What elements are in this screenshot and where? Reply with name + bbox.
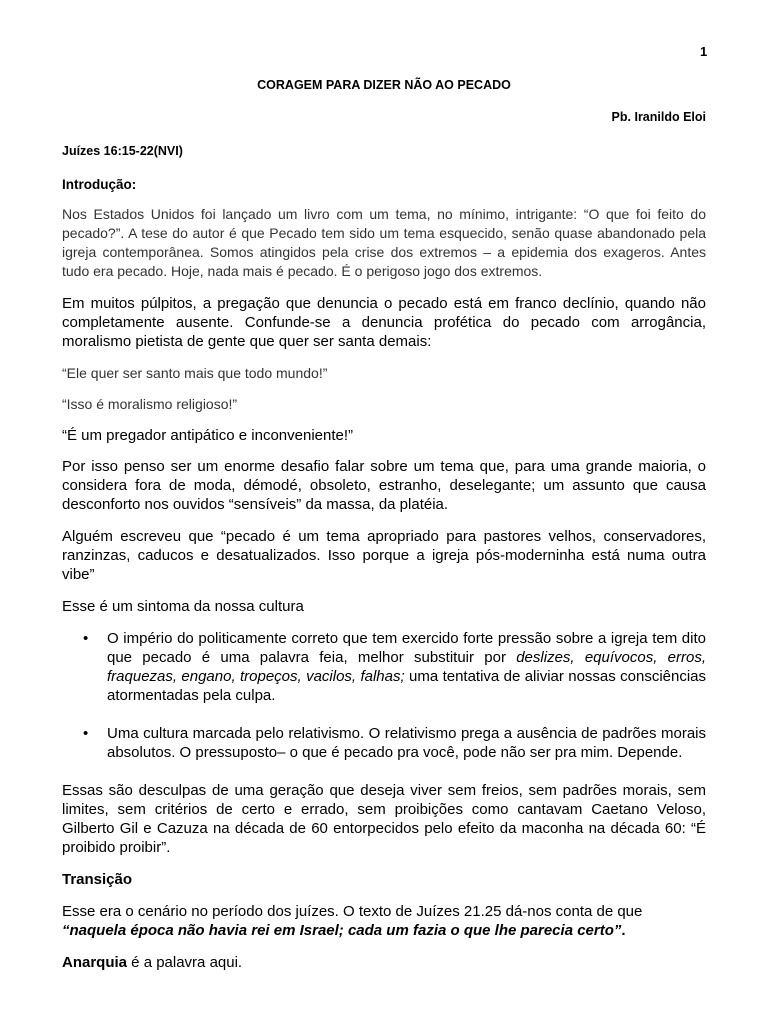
paragraph-1: Nos Estados Unidos foi lançado um livro com um tema, no mínimo, intrigante: “O que foi feito do pecado?”. A tese do autor é que Pecado tem sido um tema esquecido, senão quase abandonado pela igreja contemporânea. Somos atingidos pela crise dos extremos – a epidemia dos exageros. Antes tudo era pecado. Hoje, nada mais é pecado. É o perigoso jogo dos extremos. [62,206,706,279]
judges-quote: “naquela época não havia rei em Israel; cada um fazia o que lhe parecia certo” [62,922,622,939]
paragraph-7-text: Esse era o cenário no período dos juízes. O texto de Juízes 21.25 dá-nos conta de que [62,903,643,920]
list-item [107,629,706,705]
paragraph-8 [62,953,706,972]
bullet-1-text-a: O império do politicamente correto que tem exercido forte pressão sobre a igreja tem dito que pecado é uma palavra feia, melhor substituir por [107,630,706,666]
quote-1: “Ele quer ser santo mais que todo mundo!” [62,365,328,381]
paragraph-2: Em muitos púlpitos, a pregação que denuncia o pecado está em franco declínio, quando não completamente ausente. Confunde-se a denuncia profética do pecado com arrogância, moralismo pietista de gente que quer ser santa demais: [62,295,706,350]
scripture-reference: Juízes 16:15-22(NVI) [62,144,183,158]
paragraph-7-end: . [621,922,626,939]
paragraph-8-text: é a palavra aqui. [127,954,243,971]
list-item: • Uma cultura marcada pelo relativismo. O relativismo prega a ausência de padrões morais absolutos. O pressuposto– o que é pecado pra você, pode não ser pra mim. Depende. [107,724,706,762]
document-body [62,205,706,985]
bullet-1-emphasis: deslizes, equívocos, erros, fraquezas, engano, tropeços, vacilos, falhas; [107,649,706,685]
paragraph-7 [62,902,706,940]
paragraph-3: Por isso penso ser um enorme desafio falar sobre um tema que, para uma grande maioria, o considera fora de moda, démodé, obsoleto, estranho, deselegante; um assunto que causa desconforto nos ouvidos “sensíveis” da massa, da platéia. [62,458,706,513]
author-name: Pb. Iranildo Eloi [611,110,706,124]
quote-2: “Isso é moralismo religioso!” [62,396,238,412]
paragraph-4: Alguém escreveu que “pecado é um tema apropriado para pastores velhos, conservadores, ranzinzas, caducos e desatualizados. Isso porque a igreja pós-moderninha está numa outra vibe” [62,528,706,583]
paragraph-5: Esse é um sintoma da nossa cultura [62,598,304,615]
quote-3: “É um pregador antipático e inconveniente!” [62,427,354,444]
transition-heading: Transição [62,871,133,888]
paragraph-6: Essas são desculpas de uma geração que deseja viver sem freios, sem padrões morais, sem limites, sem critérios de certo e errado, sem proibições como cantavam Caetano Veloso, Gilberto Gil e Cazuza na década de 60 entorpecidos pelo efeito da maconha na década 60: “É proibido proibir”. [62,782,706,856]
bullet-list [62,629,706,762]
page-number: 1 [700,44,708,59]
document-title: CORAGEM PARA DIZER NÃO AO PECADO [257,78,511,92]
intro-heading: Introdução: [62,177,137,192]
bullet-1-text-b: uma tentativa de aliviar nossas consciências atormentadas pela culpa. [107,668,707,704]
anarchy-keyword: Anarquia [62,954,128,971]
